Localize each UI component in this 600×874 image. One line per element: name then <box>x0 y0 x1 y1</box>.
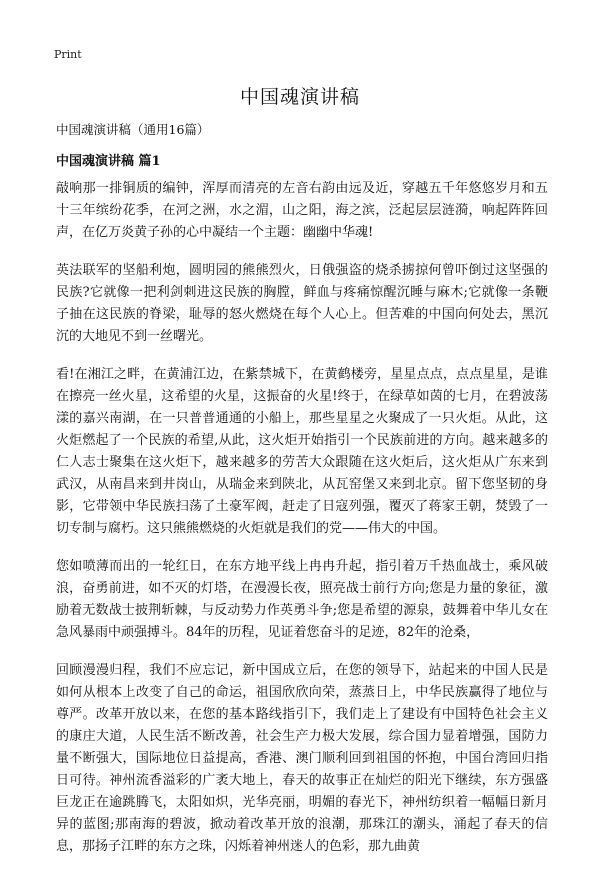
document-subtitle: 中国魂演讲稿（通用16篇） <box>56 122 210 137</box>
paragraph-4: 您如喷薄而出的一轮红日，在东方地平线上冉冉升起，指引着万千热血战士，乘风破浪，奋勇前进，如不灭的灯塔，在漫漫长夜，照亮战士前行方向;您是力量的象征，激励着无数战士披荆斩棘，与反动势力作英勇斗争;您是希望的源泉，鼓舞着中华儿女在急风暴雨中顽强搏斗。84年的历程，见证着您奋斗的足迹，82年的沧桑， <box>56 559 548 640</box>
paragraph-2: 英法联军的坚船利炮，圆明园的熊熊烈火，日俄强盗的烧杀掳掠何曾吓倒过这坚强的民族?它就像一把利剑刺进这民族的胸膛，鲜血与疼痛惊醒沉睡与麻木;它就像一条鞭子抽在这民族的脊梁，耻辱的怒火燃烧在每个人心上。但苦难的中国向何处去，黑沉沉的大地见不到一丝曙光。 <box>56 263 548 344</box>
paragraph-5: 回顾漫漫归程，我们不应忘记，新中国成立后，在您的领导下，站起来的中国人民是如何从根本上改变了自己的命运，祖国欣欣向荣，蒸蒸日上，中华民族赢得了地位与尊严。改革开放以来，在您的基本路线指引下，我们走上了建设有中国特色社会主义的康庄大道，人民生活不断改善，社会生产力极大发展，综合国力显着增强，国防力量不断强大，国际地位日益提高，香港、澳门顺利回到祖国的怀抱，中国台湾回归指日可待。神州流香溢彩的广袤大地上，春天的故事正在灿烂的阳光下继续，东方强盛巨龙正在逾跳腾飞，太阳如炽，光华亮丽，明媚的春光下，神州纺织着一幅幅日新月异的蓝图;那南海的碧波，掀动着改革开放的浪潮，那珠江的潮头，涌起了春天的信息，那扬子江畔的东方之珠，闪烁着神州迷人的色彩，那九曲黄 <box>56 663 548 854</box>
section-heading: 中国魂演讲稿 篇1 <box>56 154 161 169</box>
page-title: 中国魂演讲稿 <box>239 86 360 108</box>
print-link[interactable]: Print <box>54 48 82 61</box>
paragraph-1: 敲响那一排铜质的编钟，浑厚而清亮的左音右韵由远及近，穿越五千年悠悠岁月和五十三年缤纷花季，在河之洲，水之湄，山之阳，海之滨，泛起层层涟漪，响起阵阵回声，在亿万炎黄子孙的心中凝结一个主题：幽幽中华魂! <box>56 181 548 240</box>
article-body <box>56 178 548 874</box>
paragraph-3: 看!在湘江之畔，在黄浦江边，在紫禁城下，在黄鹤楼旁，星星点点，点点星星，是谁在擦亮一丝火星，这希望的火星，这振奋的火星!终于，在绿草如茵的七月，在碧波荡漾的嘉兴南湖，在一只普普通通的小船上，那些星星之火聚成了一只火炬。从此，这火炬燃起了一个民族的希望,从此，这火炬开始指引一个民族前进的方向。越来越多的仁人志士聚集在这火炬下，越来越多的劳苦大众跟随在这火炬后，这火炬从广东来到武汉，从南昌来到井岗山，从瑞金来到陕北，从瓦窑堡又来到北京。留下您坚韧的身影，它带领中华民族扫荡了土豪军阀，赶走了日寇列强，覆灭了蒋家王朝，焚毁了一切专制与腐朽。这只熊熊燃烧的火炬就是我们的党——伟大的中国。 <box>56 367 548 536</box>
